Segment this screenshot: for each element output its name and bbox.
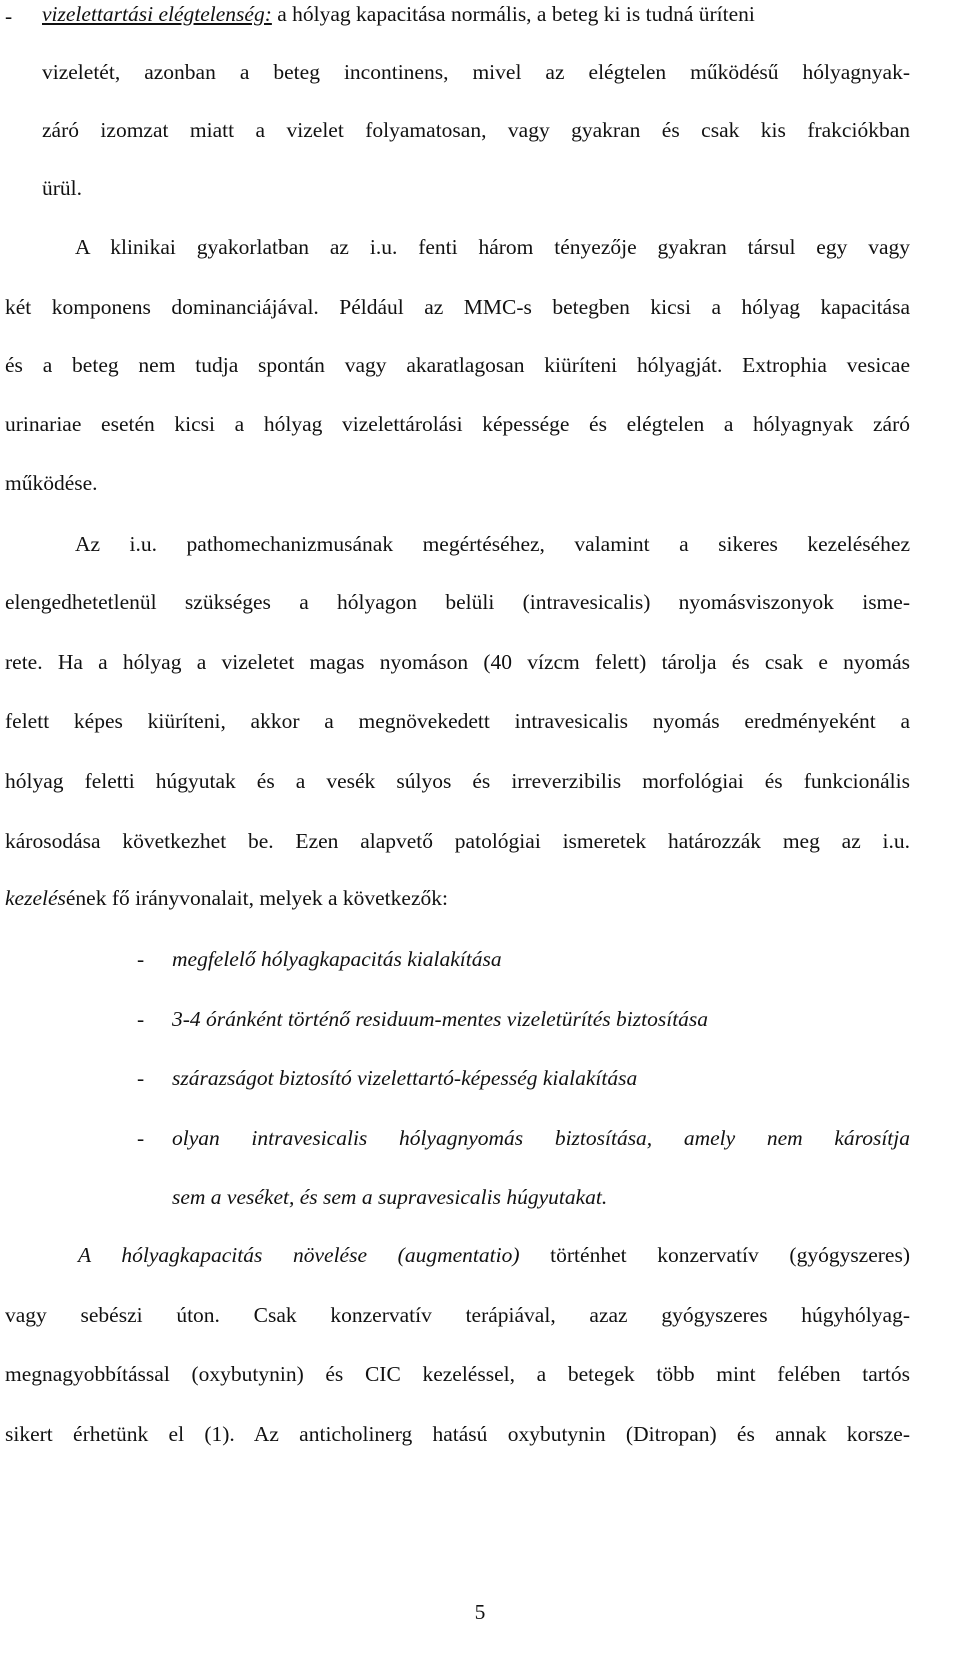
page-number: 5	[474, 1600, 486, 1624]
italic-word: kezelés	[5, 886, 66, 910]
list-item-continuation: sem a veséket, és sem a supravesicalis húgyutakat.	[172, 1185, 608, 1209]
line-text: történhet konzervatív (gyógyszeres)	[550, 1243, 911, 1267]
paragraph-line: működése.	[5, 471, 98, 495]
line-text: ének fő irányvonalait, melyek a következők:	[65, 886, 448, 910]
paragraph-line: A klinikai gyakorlatban az i.u. fenti három tényezője gyakran társul egy vagy	[75, 235, 910, 259]
paragraph-line: károsodása következhet be. Ezen alapvető patológiai ismeretek határozzák meg az i.u.	[5, 829, 910, 853]
list-dash: -	[137, 1066, 145, 1090]
list-dash: -	[137, 1126, 145, 1150]
paragraph-line: és a beteg nem tudja spontán vagy akaratlagosan kiüríteni hólyagját. Extrophia vesicae	[5, 353, 910, 377]
italic-phrase: A hólyagkapacitás növelése (augmentatio)	[78, 1243, 520, 1267]
paragraph-line	[5, 888, 910, 910]
paragraph-line: ürül.	[42, 176, 83, 200]
line-text: a hólyag kapacitása normális, a beteg ki is tudná üríteni	[277, 2, 755, 26]
list-item: olyan intravesicalis hólyagnyomás biztosítása, amely nem károsítja	[172, 1126, 910, 1150]
paragraph-line	[78, 1245, 910, 1267]
dash-marker: -	[5, 4, 13, 28]
paragraph-line: megnagyobbítással (oxybutynin) és CIC kezeléssel, a betegek több mint felében tartós	[5, 1362, 910, 1386]
paragraph-line: két komponens dominanciájával. Például az MMC-s betegben kicsi a hólyag kapacitása	[5, 295, 910, 319]
list-item: megfelelő hólyagkapacitás kialakítása	[172, 947, 502, 971]
paragraph-line: Az i.u. pathomechanizmusának megértéséhez, valamint a sikeres kezeléséhez	[75, 532, 910, 556]
paragraph-line: záró izomzat miatt a vizelet folyamatosan, vagy gyakran és csak kis frakciókban	[42, 118, 910, 142]
paragraph-line: vagy sebészi úton. Csak konzervatív terápiával, azaz gyógyszeres húgyhólyag-	[5, 1303, 910, 1327]
paragraph-line: elengedhetetlenül szükséges a hólyagon belüli (intravesicalis) nyomásviszonyok isme-	[5, 590, 910, 614]
term-underlined: vizelettartási elégtelenség:	[42, 2, 272, 26]
list-dash: -	[137, 1007, 145, 1031]
paragraph-line: hólyag feletti húgyutak és a vesék súlyos és irreverzibilis morfológiai és funkcionális	[5, 769, 910, 793]
paragraph-line: felett képes kiüríteni, akkor a megnövekedett intravesicalis nyomás eredményeként a	[5, 709, 910, 733]
paragraph-line: vizeletét, azonban a beteg incontinens, mivel az elégtelen működésű hólyagnyak-	[42, 60, 910, 84]
list-item: szárazságot biztosító vizelettartó-képesség kialakítása	[172, 1066, 638, 1090]
list-item: 3-4 óránként történő residuum-mentes vizeletürítés biztosítása	[172, 1007, 709, 1031]
paragraph-line: rete. Ha a hólyag a vizeletet magas nyomáson (40 vízcm felett) tárolja és csak e nyomás	[5, 650, 910, 674]
paragraph-line	[42, 4, 910, 26]
paragraph-line: sikert érhetünk el (1). Az anticholinerg hatású oxybutynin (Ditropan) és annak korsze-	[5, 1422, 910, 1446]
paragraph-line: urinariae esetén kicsi a hólyag vizelettárolási képessége és elégtelen a hólyagnyak záró	[5, 412, 910, 436]
list-dash: -	[137, 947, 145, 971]
